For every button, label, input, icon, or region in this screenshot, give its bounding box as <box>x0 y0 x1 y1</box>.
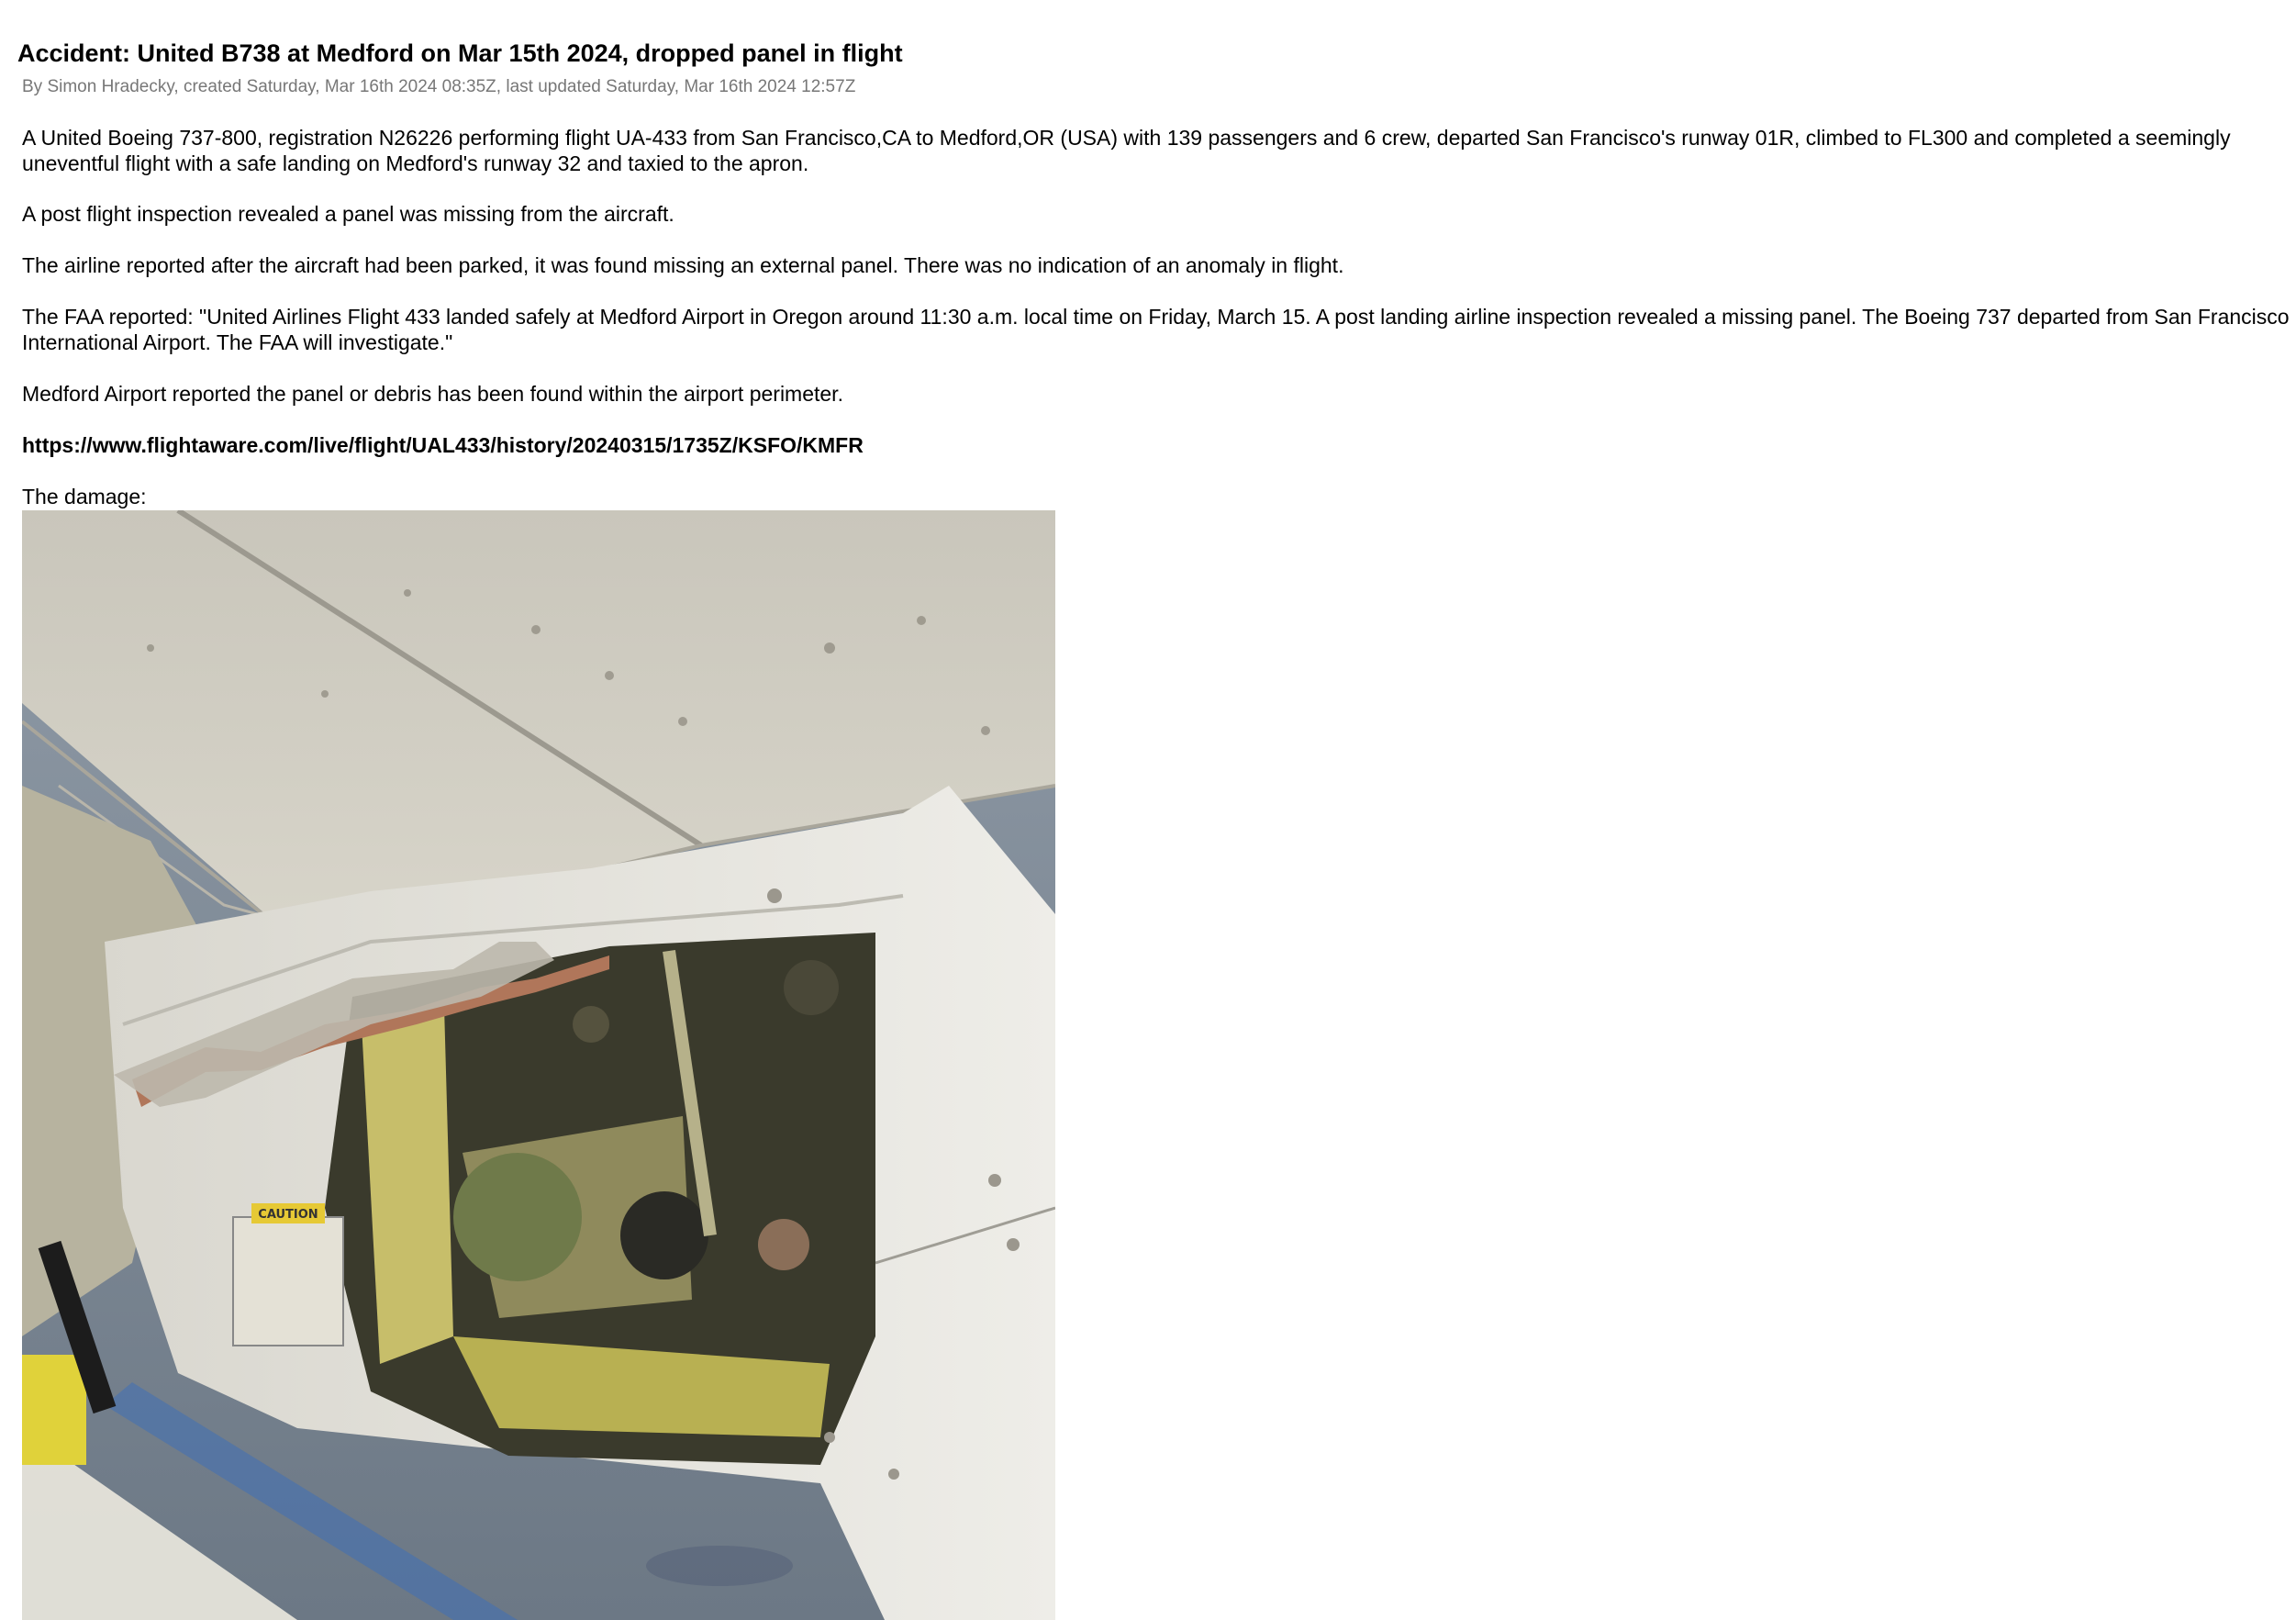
article-title: Accident: United B738 at Medford on Mar 15th 2024, dropped panel in flight <box>17 39 903 67</box>
caution-label: CAUTION <box>258 1208 318 1222</box>
paragraph-inspection: A post flight inspection revealed a panel was missing from the aircraft. <box>22 202 674 226</box>
paragraph-airline-report: The airline reported after the aircraft had been parked, it was found missing an external panel. There was no indication of an anomaly in flight. <box>22 253 1344 277</box>
image-caption: The damage: <box>22 485 147 508</box>
article-byline: By Simon Hradecky, created Saturday, Mar 16th 2024 08:35Z, last updated Saturday, Mar 16th 2024 12:57Z <box>22 77 856 96</box>
flightaware-link[interactable]: https://www.flightaware.com/live/flight/UAL433/history/20240315/1735Z/KSFO/KMFR <box>22 433 864 457</box>
damage-photo <box>22 510 1055 1620</box>
paragraph-flight-details: A United Boeing 737-800, registration N26226 performing flight UA-433 from San Francisco,CA to Medford,OR (USA) with 139 passengers and 6 crew, departed San Francisco's runway 01R, climbed to FL300 and completed a seemingly uneventful flight with a safe landing on Medford's runway 32 and taxied to the apron. <box>22 126 2231 175</box>
paragraph-faa-report: The FAA reported: "United Airlines Flight 433 landed safely at Medford Airport in Oregon around 11:30 a.m. local time on Friday, March 15. A post landing airline inspection revealed a missing panel. The Boeing 737 departed from San Francisco International Airport. The FAA will investigate." <box>22 305 2290 354</box>
paragraph-airport-report: Medford Airport reported the panel or debris has been found within the airport perimeter. <box>22 382 843 406</box>
